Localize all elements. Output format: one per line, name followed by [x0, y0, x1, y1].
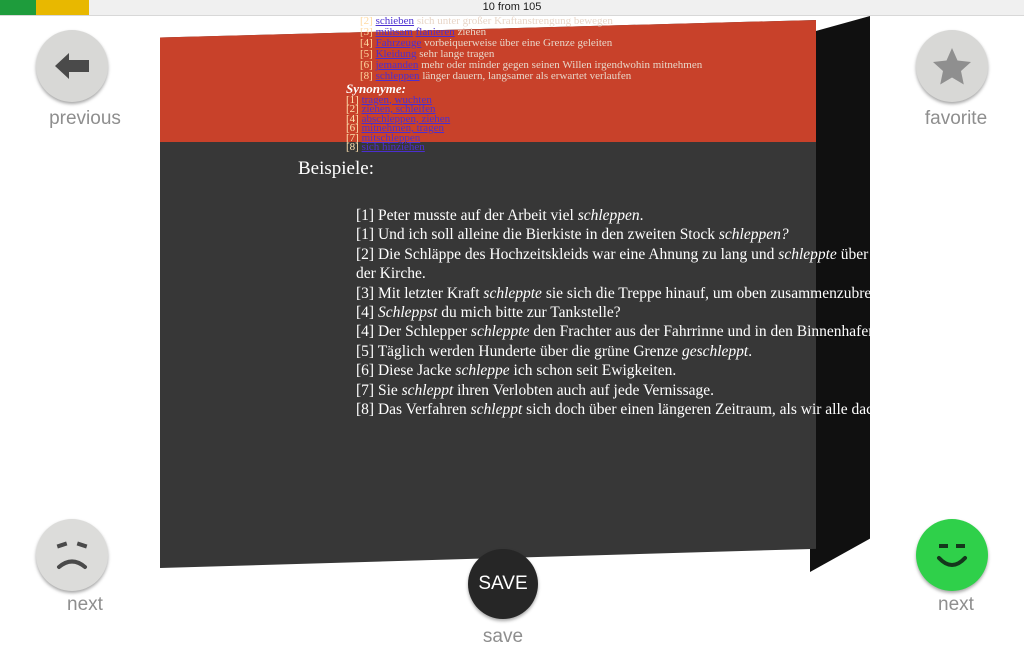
flashcard-stage	[0, 16, 1024, 651]
clipped-line: [2] schieben sich unter großer Kraftanstrengung bewegen	[360, 15, 613, 27]
clipped-line: [3] mühsam flanieren ziehen	[360, 26, 487, 38]
examples-title: Beispiele:	[298, 158, 374, 179]
star-icon	[931, 46, 973, 86]
clipped-line: [5] Kleidung sehr lange tragen	[360, 48, 495, 60]
example-item: [1] Und ich soll alleine die Bierkiste in den zweiten Stock schleppen?	[356, 226, 789, 244]
next-negative-button[interactable]	[36, 519, 108, 591]
example-item: [5] Täglich werden Hunderte über die grüne Grenze geschleppt.	[356, 342, 753, 360]
synonym-row: [4] abschleppen, ziehen	[346, 112, 451, 125]
top-progress-bar	[0, 0, 1024, 16]
synonym-row: [2] ziehen, schleifen	[346, 103, 436, 115]
example-item: [2] Die Schläppe des Hochzeitskleids war eine Ahnung zu lang und schleppte über den Steinfußboden der Kirche.	[356, 245, 989, 283]
example-item: [1] Peter musste auf der Arbeit viel schleppen.	[356, 207, 644, 224]
save-label: save	[482, 626, 524, 647]
previous-button[interactable]	[36, 30, 108, 102]
sad-face-icon	[45, 530, 99, 580]
clipped-line: [6] jemanden mehr oder minder gegen seinen Willen irgendwohin mitnehmen	[360, 59, 703, 71]
favorite-button[interactable]	[916, 30, 988, 102]
example-item: [4] Der Schlepper schleppte den Frachter aus der Fahrrinne und in den Binnenhafen.	[356, 323, 880, 341]
next-positive-button[interactable]	[916, 519, 988, 591]
card-clipped-meanings	[360, 16, 860, 82]
clipped-line: [4] Fahrzeuge vorbeiquerweise über eine Grenze geleiten	[360, 37, 613, 49]
synonym-row: [7] mitschleppen	[346, 131, 421, 144]
synonym-row: [1] tragen, wuchten	[346, 93, 432, 106]
clipped-line: [8] schleppen länger dauern, langsamer als erwartet verlaufen	[360, 70, 632, 82]
example-item: [8] Das Verfahren schleppt sich doch über einen längeren Zeitraum, als wir alle dachten.	[356, 401, 904, 419]
synonym-row: [6] mitnehmen, tragen	[346, 122, 445, 134]
save-button-text: SAVE	[478, 573, 528, 594]
arrow-left-icon	[51, 51, 93, 81]
previous-label: previous	[49, 108, 121, 129]
next-positive-label: next	[938, 594, 974, 615]
synonyms-title: Synonyme:	[346, 81, 406, 96]
save-button[interactable]	[468, 549, 538, 619]
synonyms-block	[346, 81, 451, 153]
favorite-label: favorite	[924, 108, 988, 129]
example-item: [6] Diese Jacke schleppe ich schon seit Ewigkeiten.	[356, 362, 677, 380]
examples-list	[356, 206, 996, 419]
card-counter: 10 from 105	[482, 1, 542, 13]
example-item: [3] Mit letzter Kraft schleppte sie sich die Treppe hinauf, um oben zusammenzubrechen.	[356, 284, 905, 302]
happy-face-icon	[925, 530, 979, 580]
example-item: [4] Schleppst du mich bitte zur Tankstelle?	[356, 304, 621, 322]
example-item: [7] Sie schleppt ihren Verlobten auch auf jede Vernissage.	[356, 381, 714, 399]
synonym-row: [8] sich hinziehen	[346, 141, 425, 153]
next-negative-label: next	[67, 594, 103, 615]
